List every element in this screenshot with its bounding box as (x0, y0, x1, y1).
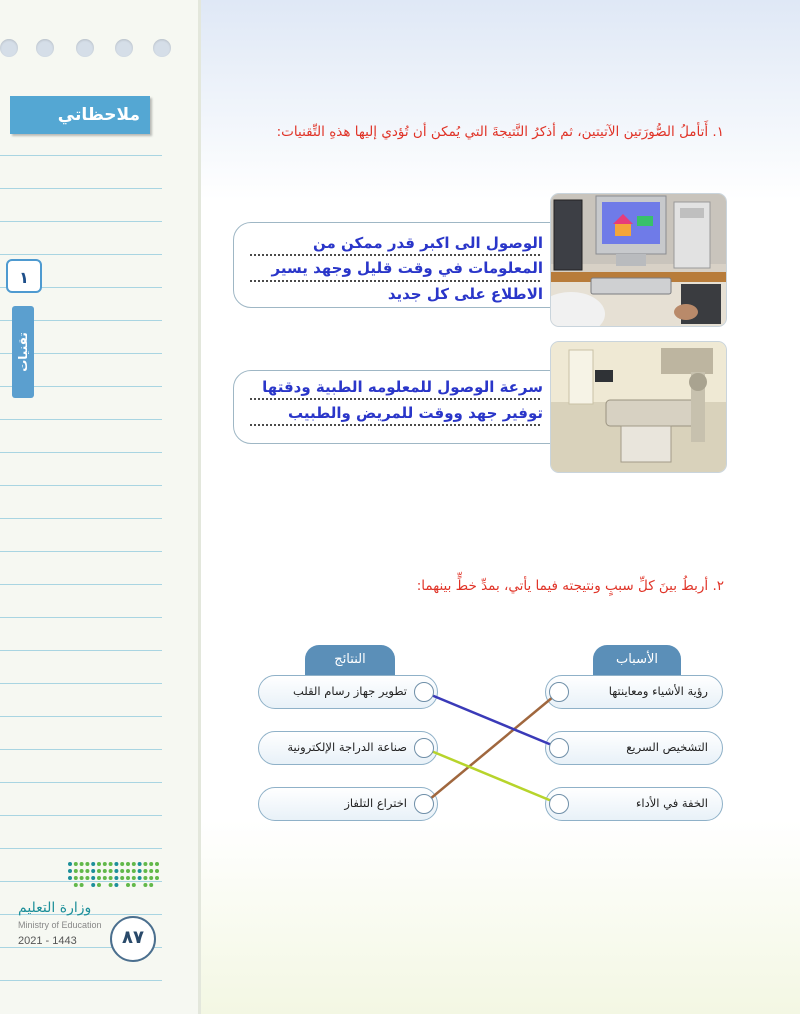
logo-dot (149, 883, 153, 887)
logo-dot (74, 876, 78, 880)
logo-dot (155, 862, 159, 866)
logo-dot (114, 883, 118, 887)
logo-dot (109, 862, 113, 866)
unit-title: تقنيات (16, 332, 30, 372)
page-number: ٨٧ (110, 916, 156, 962)
logo-dot (126, 883, 130, 887)
result-connector[interactable] (414, 682, 434, 702)
logo-dot (80, 883, 84, 887)
results-header: النتائج (305, 645, 395, 675)
logo-dot (97, 862, 101, 866)
logo-dot (80, 876, 84, 880)
cause-connector[interactable] (549, 738, 569, 758)
unit-number-badge: ١ (6, 259, 42, 293)
logo-dot (74, 869, 78, 873)
logo-dot (80, 869, 84, 873)
answer-1-line-3: الاطلاع على كل جديد (387, 285, 543, 303)
logo-dot (109, 883, 113, 887)
question-1-prompt: ١. أَتأملُ الصُّورَتين الآتيتين، ثم أذكرُ النَّتيجةَ التي يُمكن أن تُؤدي إليها هذهِ التِّقنيات: (276, 124, 724, 140)
notes-title: ملاحظاتي (10, 96, 150, 134)
result-label: اختراع التلفاز (344, 796, 407, 810)
logo-dot (68, 862, 72, 866)
answer-1-line-1: الوصول الى اكبر قدر ممكن من (313, 234, 543, 252)
matching-line (424, 748, 559, 804)
logo-dot (143, 862, 147, 866)
logo-dot (68, 869, 72, 873)
logo-dot (138, 862, 142, 866)
logo-dot (97, 876, 101, 880)
logo-dot (109, 876, 113, 880)
logo-dot (138, 869, 142, 873)
logo-dot (126, 869, 130, 873)
answer-2-line-1: سرعة الوصول للمعلومه الطبية ودقتها (262, 378, 543, 396)
logo-dot (120, 876, 124, 880)
logo-dot (80, 862, 84, 866)
logo-dot (103, 862, 107, 866)
logo-dot (149, 862, 153, 866)
logo-dot (114, 862, 118, 866)
logo-dot (114, 876, 118, 880)
logo-dot (120, 869, 124, 873)
logo-dot (103, 869, 107, 873)
question-2-prompt: ٢. أربطُ بينَ كلِّ سببٍ ونتيجته فيما يأتي، بمدِّ خطٍّ بينهما: (416, 578, 724, 594)
logo-dot (155, 869, 159, 873)
logo-dot (155, 876, 159, 880)
logo-dot (91, 862, 95, 866)
logo-dot (132, 876, 136, 880)
ministry-logo-icon (66, 860, 162, 892)
logo-dot (138, 876, 142, 880)
result-connector[interactable] (414, 738, 434, 758)
logo-dot (126, 876, 130, 880)
cause-label: التشخيص السريع (626, 740, 708, 754)
logo-dot (132, 869, 136, 873)
logo-dot (132, 862, 136, 866)
matching-line (424, 692, 559, 748)
ministry-name-arabic: وزارة التعليم (18, 900, 92, 916)
result-label: صناعة الدراجة الإلكترونية (287, 740, 407, 754)
logo-dot (103, 876, 107, 880)
logo-dot (149, 876, 153, 880)
logo-dot (109, 869, 113, 873)
answer-1-line-2: المعلومات في وقت قليل وجهد يسير (271, 259, 543, 277)
logo-dot (120, 862, 124, 866)
cause-connector[interactable] (549, 682, 569, 702)
cause-label: رؤية الأشياء ومعاينتها (608, 684, 708, 698)
logo-dot (74, 883, 78, 887)
logo-dot (68, 876, 72, 880)
logo-dot (74, 862, 78, 866)
logo-dot (97, 869, 101, 873)
logo-dot (85, 876, 89, 880)
result-connector[interactable] (414, 794, 434, 814)
ministry-name-english: Ministry of Education (18, 920, 102, 930)
result-label: تطوير جهاز رسام القلب (293, 684, 407, 698)
matching-line (424, 692, 559, 804)
logo-dot (143, 869, 147, 873)
logo-dot (97, 883, 101, 887)
logo-dot (91, 883, 95, 887)
logo-dot (149, 869, 153, 873)
logo-dot (132, 883, 136, 887)
cause-connector[interactable] (549, 794, 569, 814)
logo-dot (91, 876, 95, 880)
logo-dot (143, 883, 147, 887)
logo-dot (143, 876, 147, 880)
academic-year: 2021 - 1443 (18, 935, 77, 947)
logo-dot (126, 862, 130, 866)
logo-dot (91, 869, 95, 873)
logo-dot (114, 869, 118, 873)
answer-2-line-2: توفير جهد ووقت للمريض والطبيب (288, 404, 543, 422)
cause-label: الخفة في الأداء (636, 796, 708, 810)
logo-dot (85, 862, 89, 866)
logo-dot (85, 869, 89, 873)
causes-header: الأسباب (593, 645, 681, 675)
